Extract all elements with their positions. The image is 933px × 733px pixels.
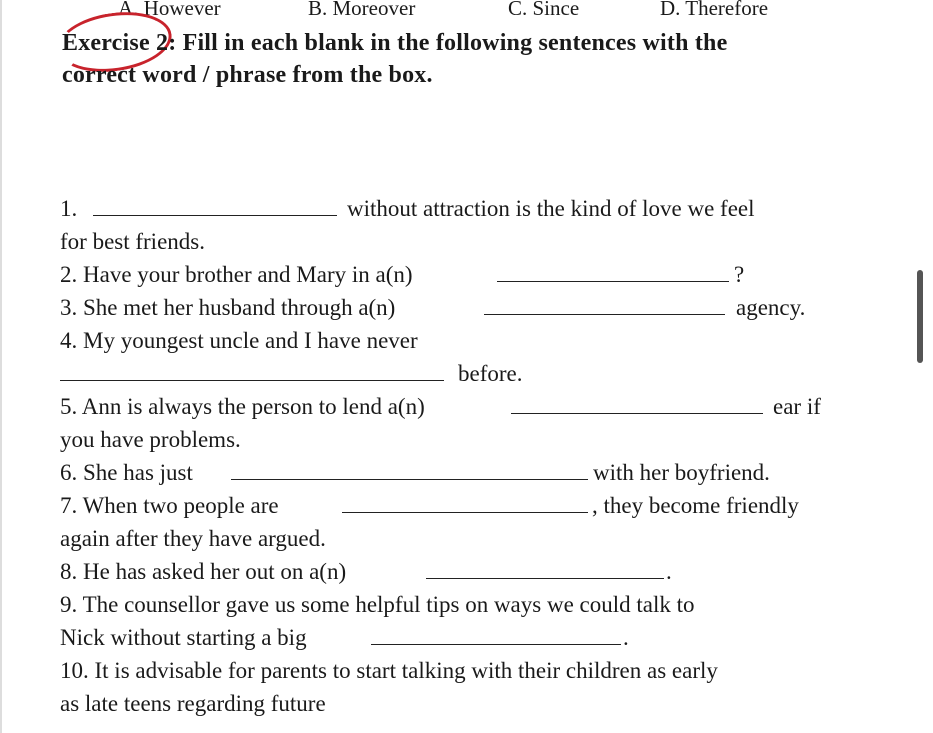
exercise-title-line2: correct word / phrase from the box. bbox=[62, 62, 433, 88]
sentence-5-text: 5. Ann is always the person to lend a(n) bbox=[60, 394, 425, 419]
sentence-2-text: 2. Have your brother and Mary in a(n) bbox=[60, 262, 413, 287]
sentence-4-blank[interactable] bbox=[60, 362, 444, 381]
sentence-7-text: 7. When two people are bbox=[60, 493, 279, 518]
sentence-2-end: ? bbox=[734, 262, 745, 287]
vertical-scrollbar-thumb[interactable] bbox=[917, 270, 923, 363]
sentence-6-end: with her boyfriend. bbox=[593, 460, 770, 485]
sentence-4-text: 4. My youngest uncle and I have never bbox=[60, 328, 418, 353]
sentence-10-line2: as late teens regarding future bbox=[60, 691, 326, 716]
option-d: D. Therefore bbox=[660, 0, 769, 20]
sentence-3-text: 3. She met her husband through a(n) bbox=[60, 295, 396, 320]
sentence-5-end: ear if bbox=[773, 394, 821, 419]
sentence-3-end: agency. bbox=[736, 295, 806, 320]
sentence-8-text: 8. He has asked her out on a(n) bbox=[60, 559, 347, 584]
sentence-8-end: . bbox=[666, 559, 672, 584]
sentence-1-line2: for best friends. bbox=[60, 229, 205, 254]
sentence-9-blank[interactable] bbox=[371, 626, 621, 645]
option-c: C. Since bbox=[508, 0, 580, 20]
sentence-1-number: 1. bbox=[60, 196, 78, 221]
option-b: B. Moreover bbox=[308, 0, 416, 20]
sentence-7-end: , they become friendly bbox=[592, 493, 799, 518]
sentence-9-end: . bbox=[623, 625, 629, 650]
sentence-6-text: 6. She has just bbox=[60, 460, 193, 485]
sentence-3-blank[interactable] bbox=[484, 296, 725, 315]
sentence-9-line1: 9. The counsellor gave us some helpful tips on ways we could talk to bbox=[60, 592, 695, 617]
option-a: A. However bbox=[118, 0, 221, 20]
sentence-1-blank[interactable] bbox=[93, 197, 337, 216]
sentence-7-blank[interactable] bbox=[342, 494, 588, 513]
sentence-6-blank[interactable] bbox=[231, 461, 588, 480]
sentence-9-text: Nick without starting a big bbox=[60, 625, 307, 650]
sentence-5-line2: you have problems. bbox=[60, 427, 241, 452]
sentence-1-text: without attraction is the kind of love we feel bbox=[347, 196, 755, 221]
exercise-title-line1: Exercise 2: Fill in each blank in the following sentences with the bbox=[62, 30, 728, 56]
sentence-10-line1: 10. It is advisable for parents to start talking with their children as early bbox=[60, 658, 718, 683]
sentence-5-blank[interactable] bbox=[511, 395, 763, 414]
sentence-2-blank[interactable] bbox=[497, 263, 729, 282]
sentence-8-blank[interactable] bbox=[426, 560, 664, 579]
page-edge bbox=[0, 0, 2, 733]
sentence-7-line2: again after they have argued. bbox=[60, 526, 326, 551]
sentence-4-end: before. bbox=[458, 361, 523, 386]
